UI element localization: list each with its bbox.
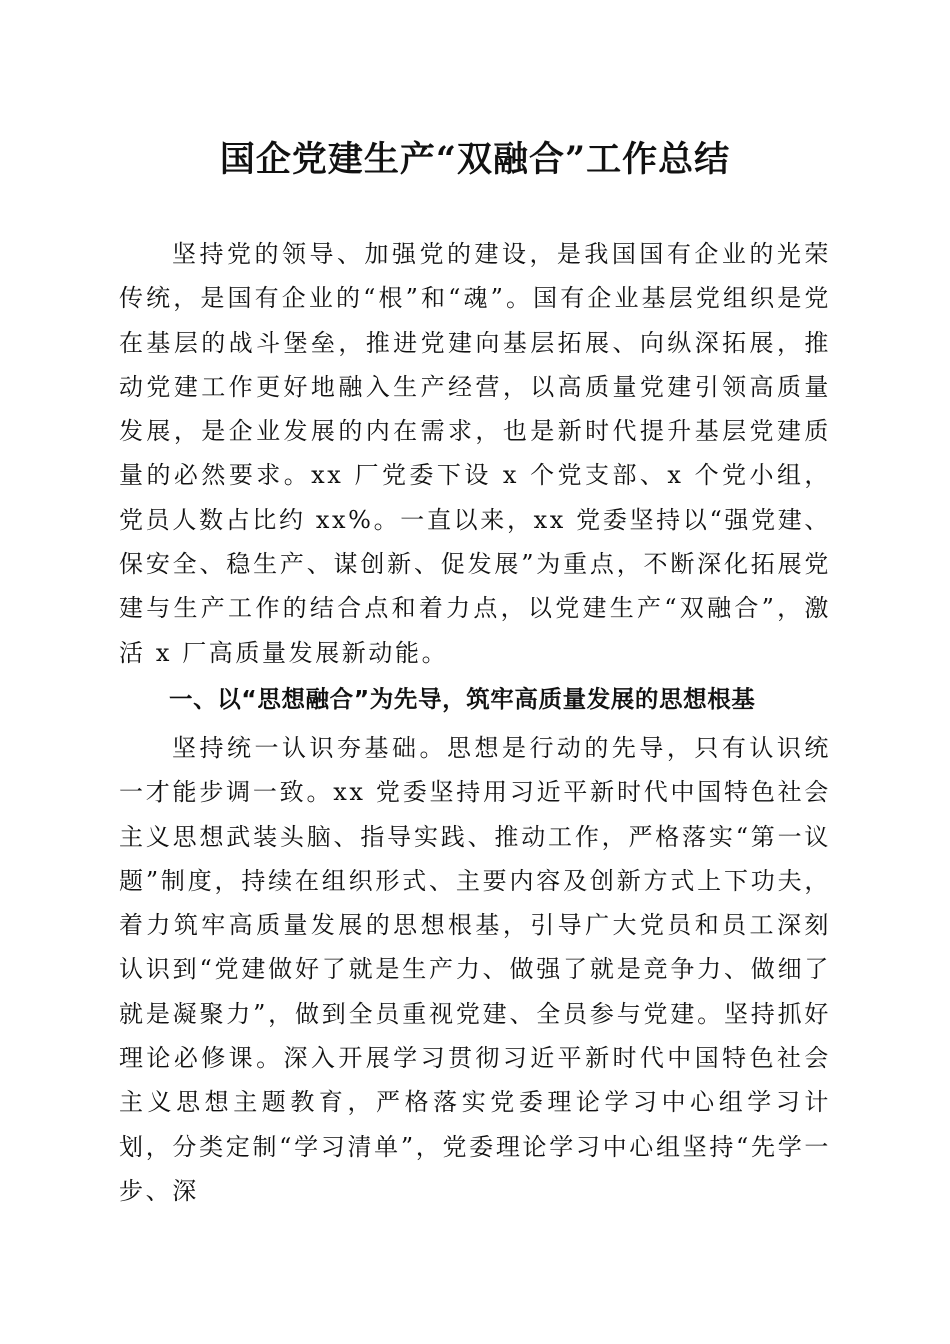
section-heading-1: 一、以“思想融合”为先导，筑牢高质量发展的思想根基 xyxy=(169,685,756,713)
intro-paragraph: 坚持党的领导、加强党的建设，是我国国有企业的光荣传统，是国有企业的“根”和“魂”。国有企业基层党组织是党在基层的战斗堡垒，推进党建向基层拓展、向纵深拓展，推动党建工作更好地融入生产经营，以高质量党建引领高质量发展，是企业发展的内在需求，也是新时代提升基层党建质量的必然要求。xx 厂党委下设 x 个党支部、x 个党小组，党员人数占比约 xx%。一直以来，xx 党委坚持以“强党建、保安全、稳生产、谋创新、促发展”为重点，不断深化拓展党建与生产工作的结合点和着力点，以党建生产“双融合”，激活 x 厂高质量发展新动能。 xyxy=(119,240,831,667)
document-title: 国企党建生产“双融合”工作总结 xyxy=(219,139,731,180)
section-1-paragraph: 坚持统一认识夯基础。思想是行动的先导，只有认识统一才能步调一致。xx 党委坚持用习近平新时代中国特色社会主义思想武装头脑、指导实践、推动工作，严格落实“第一议题”制度，持续在组织形式、主要内容及创新方式上下功夫，着力筑牢高质量发展的思想根基，引导广大党员和员工深刻认识到“党建做好了就是生产力、做强了就是竞争力、做细了就是凝聚力”，做到全员重视党建、全员参与党建。坚持抓好理论必修课。深入开展学习贯彻习近平新时代中国特色社会主义思想主题教育，严格落实党委理论学习中心组学习计划，分类定制“学习清单”，党委理论学习中心组坚持“先学一步、深 xyxy=(119,734,831,1205)
